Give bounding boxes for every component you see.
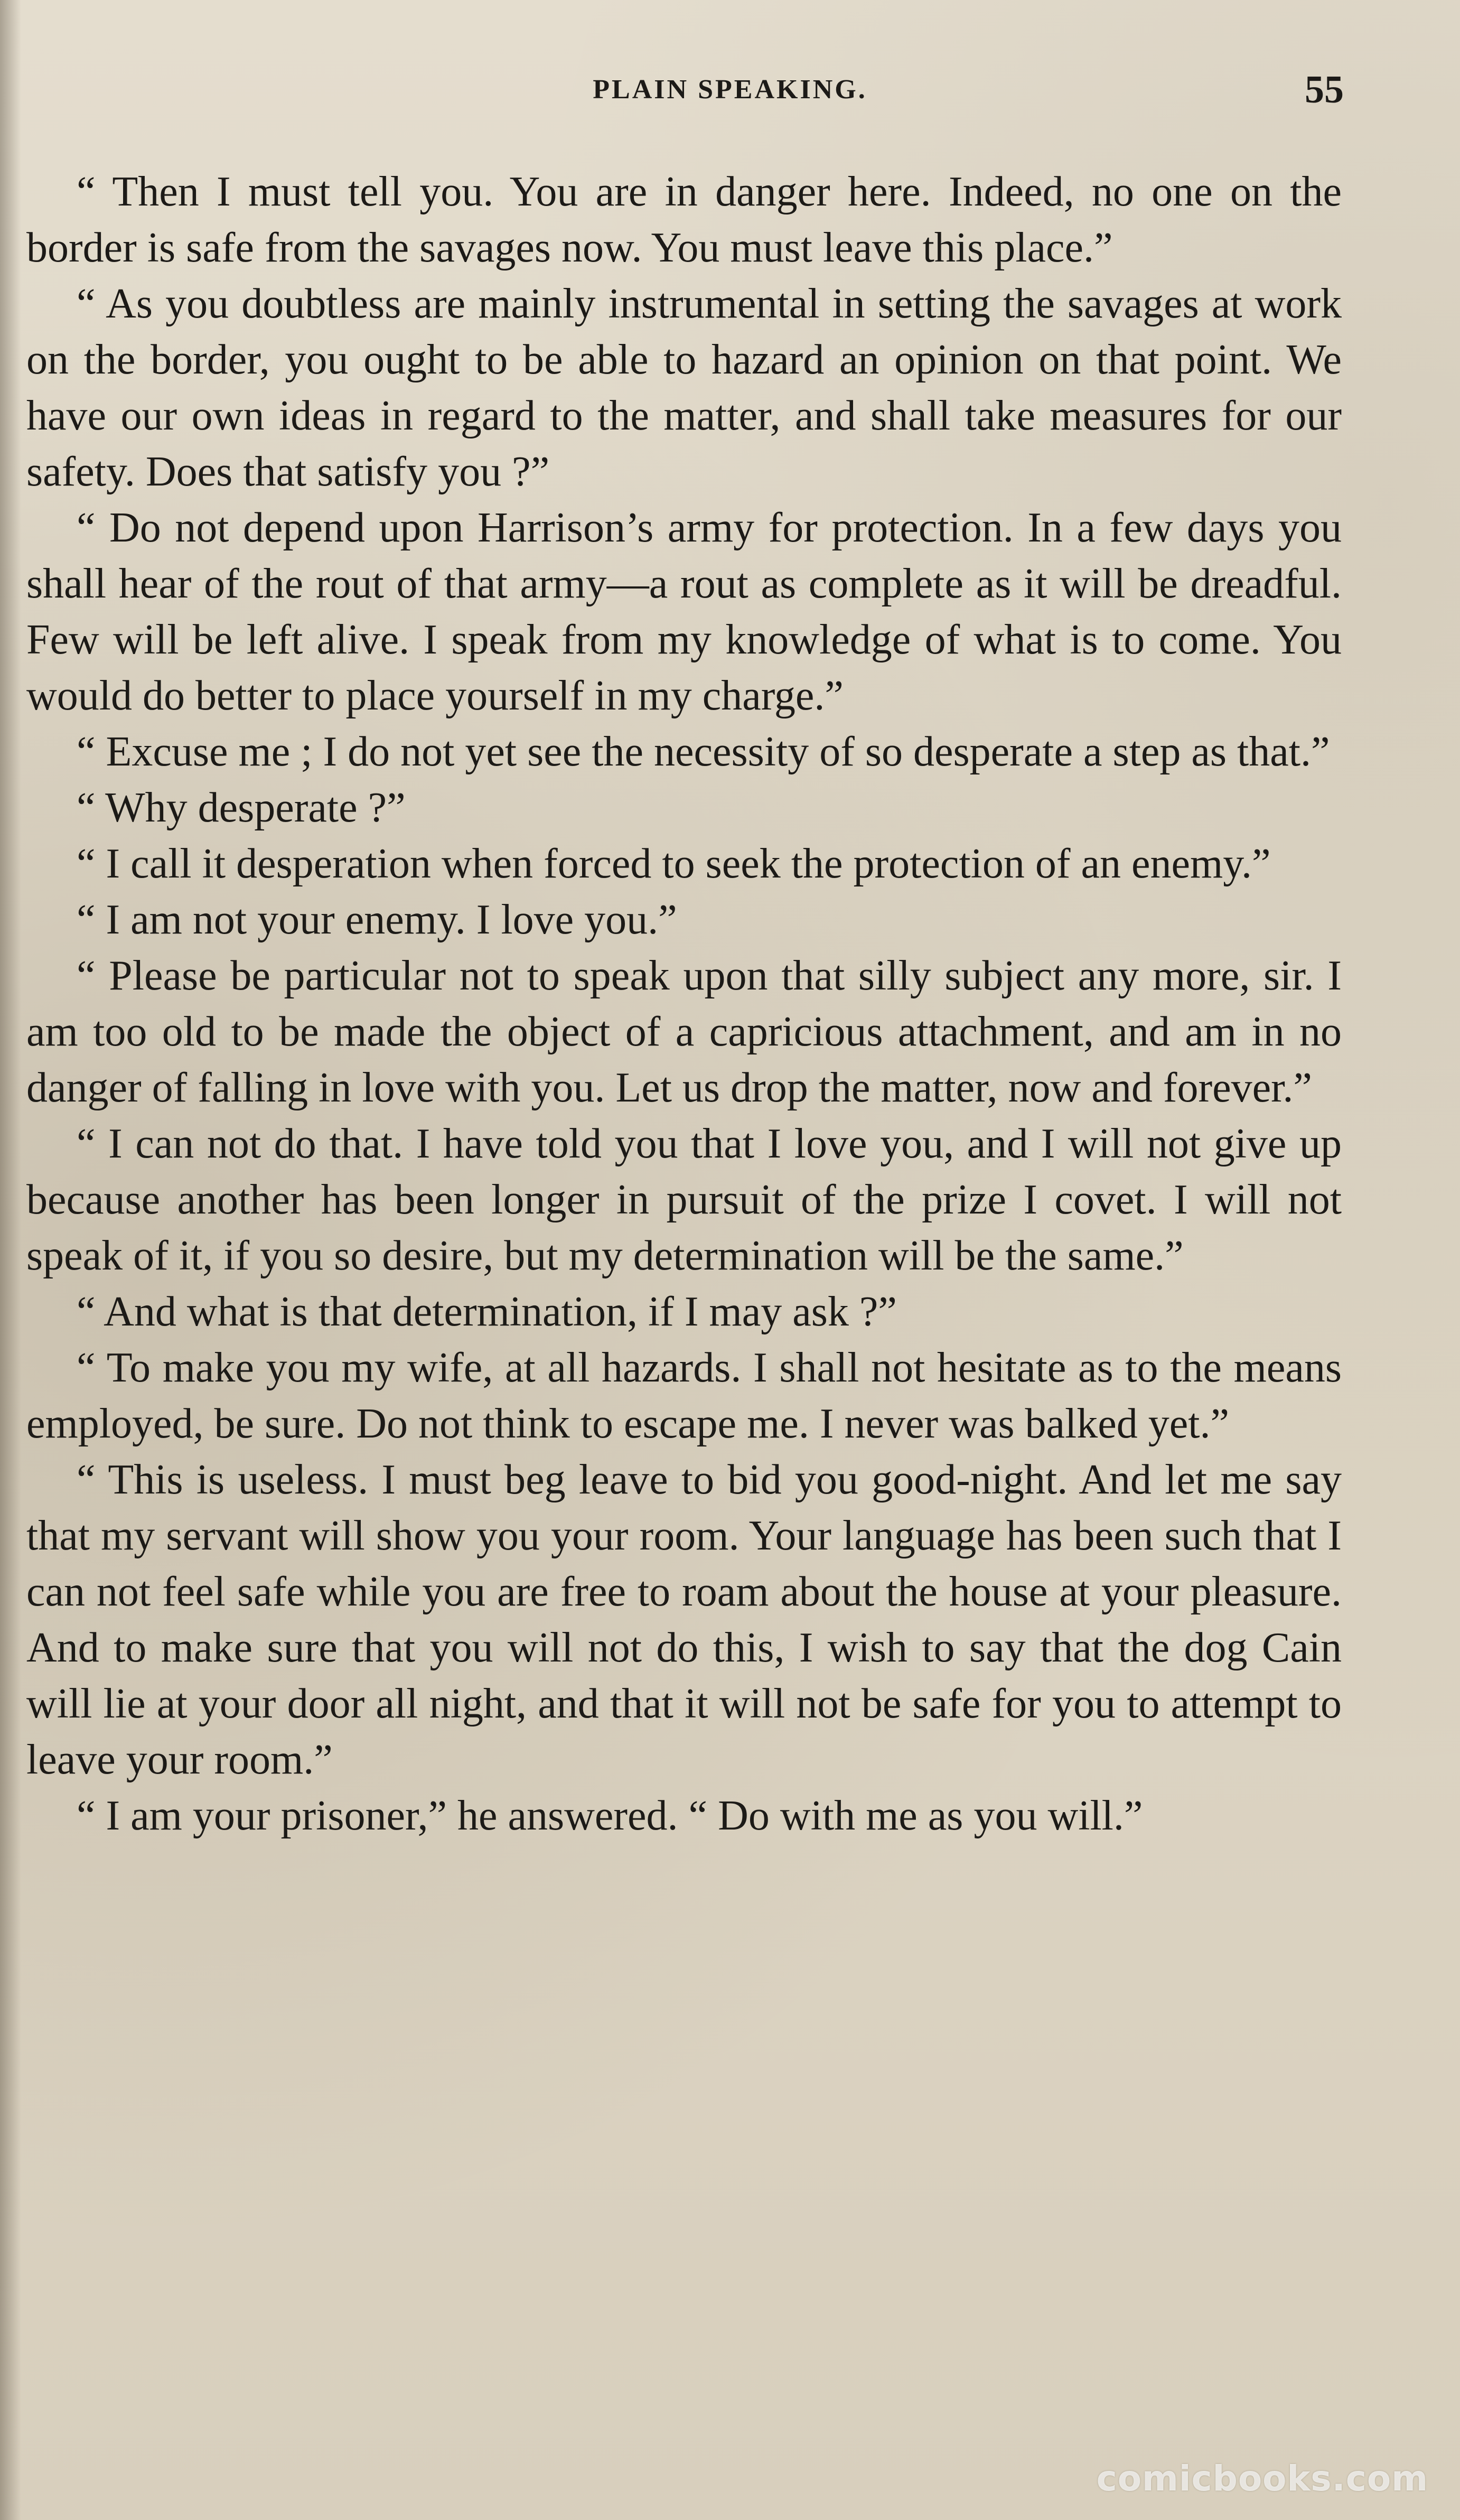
page-header [0,68,1460,122]
paragraph: “ I can not do that. I have told you that I love you, and I will not give up because another has been longer in pursuit of the prize I covet. I will not speak of it, if you so desire, but my determination will be the same.” [26,1121,1342,1279]
watermark: comicbooks.com [1096,2458,1428,2499]
paragraph: “ Do not depend upon Harrison’s army for protection. In a few days you shall hear of the rout of that army—a rout as complete as it will be dreadful. Few will be left alive. I speak from my knowledge of what is to come. You would do better to place yourself in my charge.” [26,505,1342,719]
paragraph: “ I am your prisoner,” he answered. “ Do with me as you will.” [77,1793,1143,1839]
paragraph: “ And what is that determination, if I may ask ?” [77,1289,897,1335]
paragraph: “ This is useless. I must beg leave to bid you good-night. And let me say that my servant will show you your room. Your language has been such that I can not feel safe while you are free to roam about the house at your pleasure. And to make sure that you will not do this, I wish to say that the dog Cain will lie at your door all night, and that it will not be safe for you to attempt to leave your room.” [26,1457,1342,1783]
paragraph: “ To make you my wife, at all hazards. I shall not hesitate as to the means employed, be sure. Do not think to escape me. I never was balked yet.” [26,1345,1342,1447]
paragraph: “ I call it desperation when forced to seek the protection of an enemy.” [77,841,1271,887]
page-number: 55 [1305,68,1344,111]
paragraph: “ Please be particular not to speak upon that silly subject any more, sir. I am too old to be made the object of a capricious attachment, and am in no danger of falling in love with you. Let us drop the matter, now and forever.” [26,953,1342,1111]
running-head: PLAIN SPEAKING. [593,74,867,105]
page-gutter-shadow [0,0,21,2520]
paragraph: “ I am not your enemy. I love you.” [77,897,677,943]
paragraph: “ As you doubtless are mainly instrumental in setting the savages at work on the border, you ought to be able to hazard an opinion on that point. We have our own ideas in regard to the matter, and shall take measures for our safety. Does that satisfy you ?” [26,281,1342,495]
paragraph: “ Then I must tell you. You are in danger here. Indeed, no one on the border is safe from the savages now. You must leave this place.” [26,169,1342,271]
paragraph: “ Excuse me ; I do not yet see the necessity of so desperate a step as that.” [77,729,1330,775]
paragraph: “ Why desperate ?” [77,785,406,831]
body-text [26,164,1342,1844]
